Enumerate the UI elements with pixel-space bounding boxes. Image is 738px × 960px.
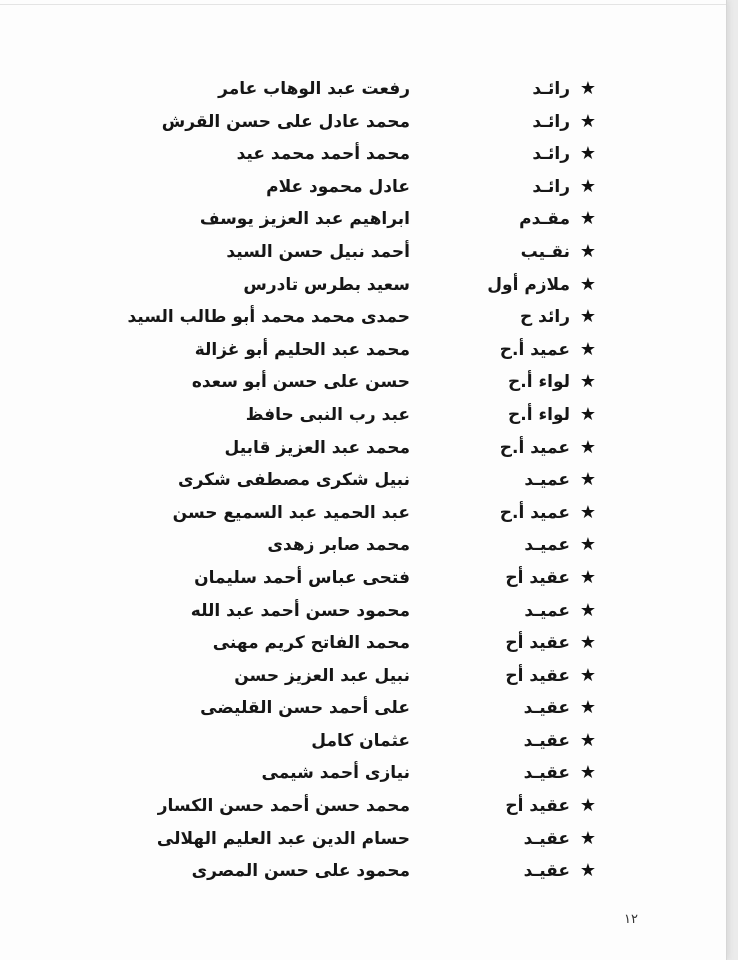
officer-rank: عقيد أح <box>505 633 570 654</box>
officer-name: فتحى عباس أحمد سليمان <box>194 567 410 588</box>
officer-name: حسن على حسن أبو سعده <box>191 372 410 393</box>
officer-name: محمد أحمد محمد عيد <box>236 144 410 165</box>
officer-rank: عقيد أح <box>505 665 570 686</box>
star-bullet-icon: ★ <box>579 306 597 328</box>
roster-entry <box>127 301 600 334</box>
star-bullet-icon: ★ <box>579 110 597 132</box>
officer-name: محمد صابر زهدى <box>267 535 410 556</box>
star-bullet-icon: ★ <box>579 436 597 458</box>
officer-rank: رائـد <box>532 176 570 197</box>
officer-rank: رائـد <box>532 111 570 132</box>
star-bullet-icon: ★ <box>579 273 597 295</box>
roster-entry <box>150 692 600 725</box>
officer-name: حسام الدين عبد العليم الهلالى <box>156 828 410 849</box>
officer-rank: عقيـد <box>523 763 570 784</box>
star-bullet-icon: ★ <box>579 534 597 556</box>
officer-rank: نقـيب <box>520 241 570 262</box>
officer-name: نبيل عبد العزيز حسن <box>234 665 410 686</box>
roster-entry <box>150 497 600 530</box>
officer-name: محمد الفاتح كريم مهنى <box>212 633 410 654</box>
officer-rank: عقيـد <box>523 828 570 849</box>
roster-entry <box>150 236 600 269</box>
officer-rank: لواء أ.ح <box>507 404 570 425</box>
officer-rank: عميـد <box>524 535 570 556</box>
page-top-edge <box>0 4 726 5</box>
officer-rank: عميـد <box>524 600 570 621</box>
star-bullet-icon: ★ <box>579 664 597 686</box>
roster-entry <box>150 790 600 823</box>
star-bullet-icon: ★ <box>579 729 597 751</box>
roster-entry <box>150 725 600 758</box>
officer-name: محمود حسن أحمد عبد الله <box>190 600 410 621</box>
roster-entry <box>150 464 600 497</box>
officer-name: محمود على حسن المصرى <box>191 861 410 882</box>
officer-name: حمدى محمد محمد أبو طالب السيد <box>127 307 410 328</box>
officer-rank: عقيد أح <box>505 796 570 817</box>
roster-entry <box>150 823 600 856</box>
star-bullet-icon: ★ <box>579 175 597 197</box>
star-bullet-icon: ★ <box>579 403 597 425</box>
star-bullet-icon: ★ <box>579 697 597 719</box>
star-bullet-icon: ★ <box>579 469 597 491</box>
roster-entry <box>150 432 600 465</box>
star-bullet-icon: ★ <box>579 762 597 784</box>
officer-name: عثمان كامل <box>311 730 410 751</box>
roster-entry <box>150 660 600 693</box>
officer-name: سعيد بطرس تادرس <box>243 274 410 295</box>
officer-rank: عميد أ.ح <box>499 437 570 458</box>
star-bullet-icon: ★ <box>579 240 597 262</box>
roster-entry <box>150 855 600 888</box>
officer-name: رفعت عبد الوهاب عامر <box>218 79 410 99</box>
star-bullet-icon: ★ <box>579 208 597 230</box>
officer-rank: عقيد أح <box>505 567 570 588</box>
officer-name: أحمد نبيل حسن السيد <box>226 241 410 262</box>
roster-entry <box>150 106 600 139</box>
roster-entry <box>150 757 600 790</box>
roster-entry <box>150 138 600 171</box>
officer-rank: لواء أ.ح <box>507 372 570 393</box>
officer-rank: رائد ح <box>520 307 570 328</box>
officer-name: عبد الحميد عبد السميع حسن <box>172 502 410 523</box>
officer-name: محمد عبد الحليم أبو غزالة <box>194 339 410 360</box>
officer-rank: عقيـد <box>523 730 570 751</box>
star-bullet-icon: ★ <box>579 371 597 393</box>
officer-name: نيازى أحمد شيمى <box>261 763 410 784</box>
star-bullet-icon: ★ <box>579 795 597 817</box>
star-bullet-icon: ★ <box>579 78 597 99</box>
officer-name: نبيل شكرى مصطفى شكرى <box>178 470 410 491</box>
star-bullet-icon: ★ <box>579 599 597 621</box>
officer-roster <box>127 73 600 888</box>
roster-entry <box>150 269 600 302</box>
roster-entry <box>150 73 600 106</box>
star-bullet-icon: ★ <box>579 632 597 654</box>
roster-entry <box>150 399 600 432</box>
officer-rank: رائـد <box>532 144 570 165</box>
officer-name: ابراهيم عبد العزيز يوسف <box>199 209 410 230</box>
officer-name: عبد رب النبى حافظ <box>245 404 410 425</box>
star-bullet-icon: ★ <box>579 860 597 882</box>
officer-name: محمد حسن أحمد حسن الكسار <box>157 796 410 817</box>
roster-entry <box>150 562 600 595</box>
officer-rank: عقيـد <box>523 861 570 882</box>
officer-rank: عقيـد <box>523 698 570 719</box>
roster-entry <box>150 334 600 367</box>
star-bullet-icon: ★ <box>579 827 597 849</box>
officer-name: على أحمد حسن القليضى <box>200 698 410 719</box>
officer-rank: مقـدم <box>519 209 570 230</box>
roster-entry <box>150 529 600 562</box>
roster-entry <box>150 627 600 660</box>
star-bullet-icon: ★ <box>579 143 597 165</box>
roster-entry <box>150 171 600 204</box>
officer-rank: عميد أ.ح <box>499 339 570 360</box>
officer-rank: عميد أ.ح <box>499 502 570 523</box>
officer-name: محمد عادل على حسن القرش <box>161 111 410 132</box>
star-bullet-icon: ★ <box>579 501 597 523</box>
officer-rank: عميـد <box>524 470 570 491</box>
roster-entry <box>150 203 600 236</box>
star-bullet-icon: ★ <box>579 566 597 588</box>
roster-entry <box>150 366 600 399</box>
officer-name: محمد عبد العزيز قابيل <box>224 437 410 458</box>
page-number: ١٢ <box>624 912 638 927</box>
star-bullet-icon: ★ <box>579 338 597 360</box>
officer-rank: ملازم أول <box>487 274 570 295</box>
officer-name: عادل محمود علام <box>266 176 410 197</box>
roster-entry <box>150 595 600 628</box>
officer-rank: رائـد <box>532 79 570 99</box>
